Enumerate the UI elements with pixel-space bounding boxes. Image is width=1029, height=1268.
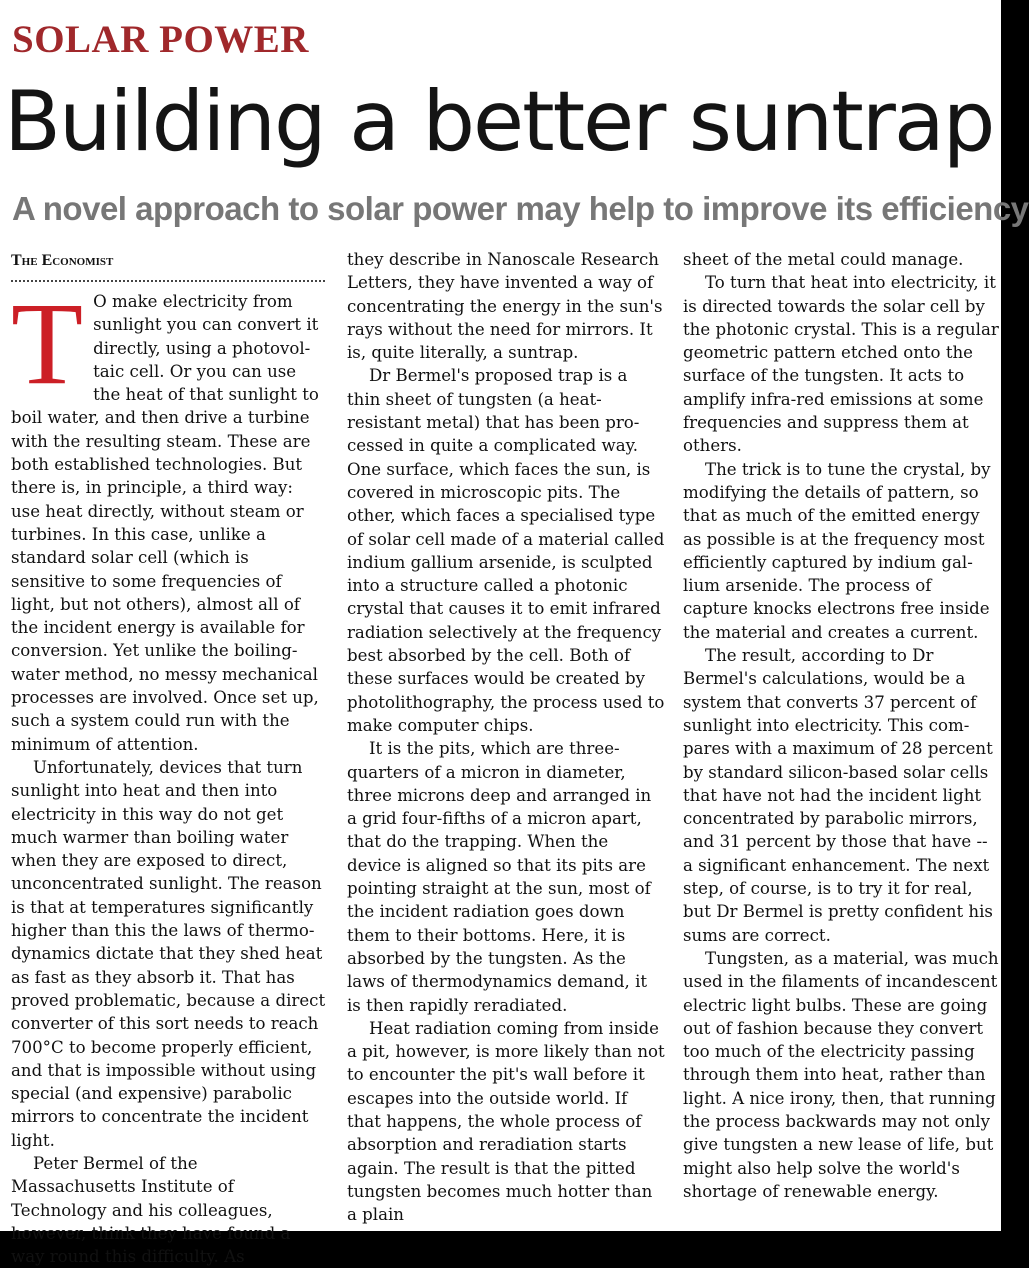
drop-cap: T — [11, 278, 84, 409]
standfirst: A novel approach to solar power may help to improve its efficiency — [12, 190, 1029, 227]
byline — [11, 248, 327, 274]
paragraph-1: O make electricity from sunlight you can convert it directly, using a photovoltaic cell. Or you can use the heat of that sunlight to boil water, and then drive a turbine with the resulting steam. These are both established technologies. But there is, in principle, a third way: use heat directly, without steam or turbines. In this case, unlike a standard solar cell (which is sensitive to some frequencies of light, but not others), almost all of the incident energy is available for conversion. Yet unlike the boiling-water method, no messy mechanical processes are involved. Once set up, such a system could run with the minimum of attention. — [11, 292, 319, 754]
headline: Building a better suntrap — [4, 73, 994, 170]
paragraph-8: The trick is to tune the crystal, by modifying the details of pattern, so that as much of the emitted energy as possible is at the frequency most efficiently captured by indium gallium arsenide. The process of capture knocks electrons free inside the material and creates a current. — [683, 459, 991, 642]
paragraph-6-continued: sheet of the metal could manage. — [683, 250, 964, 269]
paragraph-7: To turn that heat into electricity, it is directed towards the solar cell by the photonic crystal. This is a regular geometric pattern etched onto the surface of the tungsten. It acts to amplify infra-red emissions at some frequencies and suppress them at others. — [683, 273, 999, 456]
section-kicker: SOLAR POWER — [12, 18, 309, 61]
paragraph-5: It is the pits, which are three-quarters of a micron in diameter, three microns deep and arranged in a grid four-fifths of a micron apart, that do the trapping. When the device is aligned so that its pits are pointing straight at the sun, most of the incident radiation goes down them to their bottoms. Here, it is absorbed by the tungsten. As the laws of thermodynamics demand, it is then rapidly reradiated. — [347, 739, 652, 1015]
paragraph-6: Heat radiation coming from inside a pit, however, is more likely than not to encounter the pit's wall before it escapes into the outside world. If that happens, the whole process of absorption and reradiation starts again. The result is that the pitted tungsten becomes much hotter than a plain — [347, 1018, 665, 1225]
column-1 — [11, 248, 327, 1267]
column-3 — [683, 248, 999, 1231]
paragraph-10: Tungsten, as a material, was much used in the filaments of incandescent electric light bulbs. These are going out of fashion because they convert too much of the electricity passing through them into heat, rather than light. A nice irony, then, that running the process backwards may not only give tungsten a new lease of life, but might also help solve the world's shortage of renewable energy. — [683, 948, 999, 1201]
column-2 — [347, 248, 665, 1231]
paragraph-3-continued: they describe in Nanoscale Research Letters, they have invented a way of concentrating the energy in the sun's rays without the need for mirrors. It is, quite literally, a suntrap. — [347, 250, 663, 363]
paragraph-9: The result, according to Dr Bermel's calculations, would be a system that converts 37 percent of sunlight into electricity. This compares with a maximum of 28 percent by standard silicon-based solar cells that have not had the incident light concentrated by parabolic mirrors, and 31 percent by those that have -- a significant enhancement. The next step, of course, is to try it for real, but Dr Bermel is pretty confident his sums are correct. — [683, 646, 993, 945]
paragraph-2: Unfortunately, devices that turn sunlight into heat and then into electricity in this way do not get much warmer than boiling water when they are exposed to direct, unconcentrated sunlight. The reason is that at temperatures significantly higher than this the laws of thermodynamics dictate that they shed heat as fast as they absorb it. That has proved problematic, because a direct converter of this sort needs to reach 700°C to become properly efficient, and that is impossible without using special (and expensive) parabolic mirrors to concentrate the incident light. — [11, 757, 326, 1150]
paragraph-4: Dr Bermel's proposed trap is a thin sheet of tungsten (a heat-resistant metal) that has been processed in quite a complicated way. One surface, which faces the sun, is covered in microscopic pits. The other, which faces a specialised type of solar cell made of a material called indium gallium arsenide, is sculpted into a structure called a photonic crystal that causes it to emit infrared radiation selectively at the frequency best absorbed by the cell. Both of these surfaces would be created by photolithography, the process used to make computer chips. — [347, 366, 665, 735]
byline-text: The Economist — [11, 252, 114, 269]
paragraph-3: Peter Bermel of the Massachusetts Institute of Technology and his colleagues, however, think they have found a way round this difficulty. As — [11, 1153, 291, 1267]
